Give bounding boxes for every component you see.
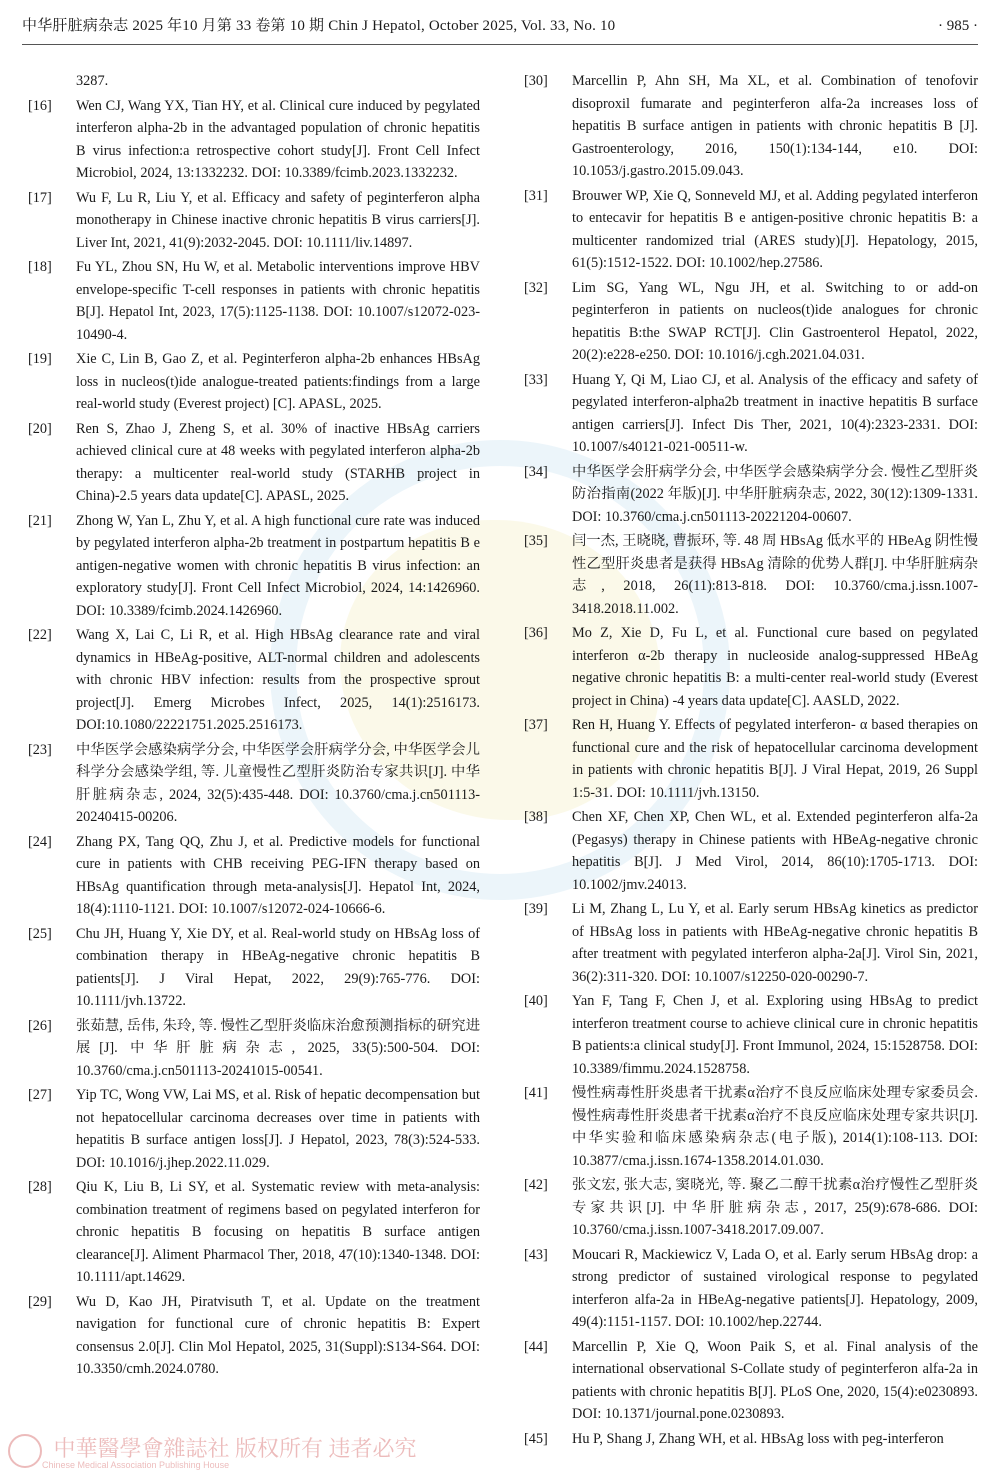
reference-text: Wen CJ, Wang YX, Tian HY, et al. Clinical cure induced by pegylated interferon alpha-2b in the advantaged population of chronic hepatitis B virus infection:a retrospective cohort study[J]. Front Cell Infect Microbiol, 2024, 13:1332232. DOI: 10.3389/fcimb.2023.1332232. xyxy=(76,97,480,181)
reference-text: Lim SG, Yang WL, Ngu JH, et al. Switching to or add-on peginterferon in patients on nucleos(t)ide analogues for chronic hepatitis B:the SWAP RCT[J]. Clin Gastroenterol Hepatol, 2022, 20(2):e228-e250. DOI: 10.1016/j.cgh.2021.04.031. xyxy=(572,279,978,363)
reference-text: Li M, Zhang L, Lu Y, et al. Early serum HBsAg kinetics as predictor of HBsAg loss in patients with HBeAg-negative chronic hepatitis B after treatment with pegylated interferon alpha-2a[J]. Virol Sin, 2021, 36(2):311-320. DOI: 10.1007/s12250-020-00290-7. xyxy=(572,901,978,985)
publisher-name-en: Chinese Medical Association Publishing House xyxy=(42,1460,230,1470)
publisher-name-cn: 中華醫學會雜誌社 xyxy=(53,1436,230,1461)
reference-number: [21] xyxy=(28,512,52,529)
reference-number: [19] xyxy=(28,351,52,367)
reference-number: [42] xyxy=(524,1177,548,1193)
reference-number: [32] xyxy=(524,279,548,296)
running-header xyxy=(22,14,978,45)
reference-column-left xyxy=(28,70,480,1383)
reference-item xyxy=(524,1428,978,1451)
reference-text: Moucari R, Mackiewicz V, Lada O, et al. Early serum HBsAg drop: a strong predictor of sustained virological response to pegylated interferon alfa-2a in HBeAg-negative patients[J]. Hepatology, 2009, 49(4):1151-1157. DOI: 10.1002/hep.22744. xyxy=(572,1246,978,1330)
page-number: · 985 · xyxy=(938,18,978,34)
reference-item xyxy=(28,418,480,508)
reference-column-right xyxy=(524,70,978,1452)
reference-item xyxy=(524,622,978,712)
reference-number: [25] xyxy=(28,925,52,942)
reference-item xyxy=(524,898,978,988)
reference-number: [41] xyxy=(524,1085,548,1101)
reference-number: [27] xyxy=(28,1087,52,1103)
reference-item xyxy=(28,624,480,737)
reference-number: [28] xyxy=(28,1179,52,1195)
reference-text: Yan F, Tang F, Chen J, et al. Exploring using HBsAg to predict interferon treatment course to achieve clinical cure in chronic hepatitis B patients:a clinical study[J]. Front Immunol, 2024, 15:1528758. DOI: 10.3389/fimmu.2024.1528758. xyxy=(572,993,978,1077)
reference-number: [33] xyxy=(524,371,548,388)
reference-text: Wang X, Lai C, Li R, et al. High HBsAg clearance rate and viral dynamics in HBeAg-positive, ALT-normal children and adolescents with chronic HBV infection: results from the prospective sprout project[J]. Emerg Microbes Infect, 2025, 14(1):2516173. DOI:10.1080/22221751.2025.2516173. xyxy=(76,627,480,733)
reference-text: Chen XF, Chen XP, Chen WL, et al. Extended peginterferon alfa-2a (Pegasys) therapy in Chinese patients with HBeAg-negative chronic hepatitis B[J]. J Med Virol, 2014, 86(10):1705-1713. DOI: 10.1002/jmv.24013. xyxy=(572,809,978,893)
journal-citation-line: 中华肝脏病杂志 2025 年10 月第 33 卷第 10 期 Chin J Hepatol, October 2025, Vol. 33, No. 10 xyxy=(22,18,616,34)
reference-item xyxy=(524,277,978,367)
reference-number: [35] xyxy=(524,533,548,549)
reference-text: Hu P, Shang J, Zhang WH, et al. HBsAg loss with peg-interferon xyxy=(572,1430,944,1447)
reference-number: [39] xyxy=(524,901,548,917)
reference-text: 中华医学会感染病学分会, 中华医学会肝病学分会, 中华医学会儿科学分会感染学组, 等. 儿童慢性乙型肝炎防治专家共识[J]. 中华肝脏病杂志, 2024, 32(5):435-448. DOI: 10.3760/cma.j.cn501113-20240415-00206. xyxy=(76,741,480,825)
reference-number: [38] xyxy=(524,809,548,825)
reference-item xyxy=(28,1015,480,1083)
reference-item xyxy=(28,95,480,185)
reference-item xyxy=(28,256,480,346)
reference-item xyxy=(28,923,480,1013)
reference-item xyxy=(524,369,978,459)
reference-item xyxy=(28,348,480,416)
reference-item xyxy=(524,461,978,529)
reference-item xyxy=(524,806,978,896)
reference-text: Brouwer WP, Xie Q, Sonneveld MJ, et al. Adding pegylated interferon to entecavir for hepatitis B e antigen-positive chronic hepatitis B: a multicenter randomized trial (ARES study)[J]. Hepatology, 2015, 61(5):1512-1522. DOI: 10.1002/hep.27586. xyxy=(572,187,978,271)
reference-text: 张文宏, 张大志, 窦晓光, 等. 聚乙二醇干扰素α治疗慢性乙型肝炎专家共识[J]. 中华肝脏病杂志, 2017, 25(9):678-686. DOI: 10.3760/cma.j.issn.1007-3418.2017.09.007. xyxy=(572,1177,978,1238)
reference-item xyxy=(28,1084,480,1174)
reference-text: 张茹慧, 岳伟, 朱玲, 等. 慢性乙型肝炎临床治愈预测指标的研究进展[J]. 中华肝脏病杂志, 2025, 33(5):500-504. DOI: 10.3760/cma.j.cn501113-20241015-00541. xyxy=(76,1017,480,1079)
reference-text: Ren H, Huang Y. Effects of pegylated interferon- α based therapies on functional cure and the risk of hepatocellular carcinoma development in patients with chronic hepatitis B[J]. J Viral Hepat, 2019, 26 Suppl 1:5-31. DOI: 10.1111/jvh.13150. xyxy=(572,717,978,801)
reference-text: Zhang PX, Tang QQ, Zhu J, et al. Predictive models for functional cure in patients with CHB receiving PEG-IFN therapy based on HBsAg quantification through meta-analysis[J]. Hepatol Int, 2024, 18(4):1110-1121. DOI: 10.1007/s12072-024-10666-6. xyxy=(76,833,480,917)
reference-text: Chu JH, Huang Y, Xie DY, et al. Real-world study on HBsAg loss of combination therapy in HBeAg-negative chronic hepatitis B patients[J]. J Viral Hepat, 2022, 29(9):765-776. DOI: 10.1111/jvh.13722. xyxy=(76,925,480,1009)
reference-item xyxy=(28,1291,480,1381)
reference-text: 中华医学会肝病学分会, 中华医学会感染病学分会. 慢性乙型肝炎防治指南(2022 年版)[J]. 中华肝脏病杂志, 2022, 30(12):1309-1331. DOI: 10.3760/cma.j.cn501113-20221204-00607. xyxy=(572,463,978,525)
reference-item xyxy=(28,510,480,623)
reference-item xyxy=(524,714,978,804)
reference-text: 闫一杰, 王晓晓, 曹振环, 等. 48 周 HBsAg 低水平的 HBeAg 阴性慢性乙型肝炎患者是获得 HBsAg 清除的优势人群[J]. 中华肝脏病杂志, 2018, 26(11):813-818. DOI: 10.3760/cma.j.issn.1007-3418.2018.11.002. xyxy=(572,533,978,617)
reference-text: Mo Z, Xie D, Fu L, et al. Functional cure based on pegylated interferon α-2b therapy in nucleoside analog-suppressed HBeAg negative chronic hepatitis B: a multi-center real-world study (Everest project in China) -4 years data update[C]. AASLD, 2022. xyxy=(572,625,978,709)
reference-text: Ren S, Zhao J, Zheng S, et al. 30% of inactive HBsAg carriers achieved clinical cure at 48 weeks with pegylated interferon alpha-2b therapy: a multicenter real-world study (STARHB project in China)-2.5 years data update[C]. APASL, 2025. xyxy=(76,420,480,504)
reference-number: [31] xyxy=(524,187,548,204)
reference-text: Marcellin P, Xie Q, Woon Paik S, et al. Final analysis of the international observational S-Collate study of peginterferon alfa-2a in patients with chronic hepatitis B[J]. PLoS One, 2020, 15(4):e0230893. DOI: 10.1371/journal.pone.0230893. xyxy=(572,1338,978,1422)
copyright-notice: 版权所有 违者必究 xyxy=(235,1436,417,1461)
reference-number: [17] xyxy=(28,189,52,206)
publisher-watermark xyxy=(8,1432,488,1472)
reference-text: Fu YL, Zhou SN, Hu W, et al. Metabolic interventions improve HBV envelope-specific T-cell responses in patients with chronic hepatitis B[J]. Hepatol Int, 2023, 17(5):1125-1138. DOI: 10.1007/s12072-023-10490-4. xyxy=(76,259,480,343)
reference-text: Yip TC, Wong VW, Lai MS, et al. Risk of hepatic decompensation but not hepatocellular carcinoma decreases over time in patients with hepatitis B surface antigen loss[J]. J Hepatol, 2023, 78(3):524-533. DOI: 10.1016/j.jhep.2022.11.029. xyxy=(76,1087,480,1171)
reference-number: [43] xyxy=(524,1246,548,1263)
reference-number: [45] xyxy=(524,1430,548,1447)
reference-item xyxy=(28,187,480,255)
reference-text: Wu D, Kao JH, Piratvisuth T, et al. Update on the treatment navigation for functional cure of chronic hepatitis B: Expert consensus 2.0[J]. Clin Mol Hepatol, 2025, 31(Suppl):S134-S64. DOI: 10.3350/cmh.2024.0780. xyxy=(76,1293,480,1377)
reference-item xyxy=(524,1244,978,1334)
reference-item xyxy=(28,1176,480,1289)
reference-number: [36] xyxy=(524,625,548,641)
reference-item xyxy=(524,530,978,620)
reference-text: Qiu K, Liu B, Li SY, et al. Systematic review with meta-analysis: combination treatment of regimens based on pegylated interferon for chronic hepatitis B focusing on hepatitis B surface antigen clearance[J]. Aliment Pharmacol Ther, 2018, 47(10):1340-1348. DOI: 10.1111/apt.14629. xyxy=(76,1179,480,1285)
reference-number: [20] xyxy=(28,420,52,437)
reference-item xyxy=(524,70,978,183)
reference-text: 慢性病毒性肝炎患者干扰素α治疗不良反应临床处理专家委员会. 慢性病毒性肝炎患者干扰素α治疗不良反应临床处理专家共识[J]. 中华实验和临床感染病杂志(电子版), 2014(1):108-113. DOI: 10.3877/cma.j.issn.1674-1358.2014.01.030. xyxy=(572,1085,978,1169)
reference-number: [24] xyxy=(28,833,52,850)
reference-number: [23] xyxy=(28,741,52,758)
reference-item xyxy=(524,1336,978,1426)
reference-item xyxy=(524,185,978,275)
reference-number: [34] xyxy=(524,463,548,480)
reference-text: Xie C, Lin B, Gao Z, et al. Peginterferon alpha-2b enhances HBsAg loss in nucleos(t)ide analogue-treated patients:findings from a large real-world study (Everest project) [C]. APASL, 2025. xyxy=(76,351,480,412)
reference-number: [22] xyxy=(28,627,52,643)
publisher-seal-icon xyxy=(8,1434,42,1468)
reference-number: [18] xyxy=(28,259,52,275)
reference-item xyxy=(28,739,480,829)
reference-number: [37] xyxy=(524,717,548,733)
reference-item xyxy=(28,831,480,921)
reference-text: Zhong W, Yan L, Zhu Y, et al. A high functional cure rate was induced by pegylated interferon alpha-2b treatment in postpartum hepatitis B e antigen-negative women with chronic hepatitis B virus infection: an exploratory study[J]. Front Cell Infect Microbiol, 2024, 14:1426960. DOI: 10.3389/fcimb.2024.1426960. xyxy=(76,512,480,619)
reference-number: [40] xyxy=(524,993,548,1009)
reference-number: [26] xyxy=(28,1017,52,1034)
reference-number: [29] xyxy=(28,1293,52,1310)
reference-item xyxy=(524,990,978,1080)
reference-item xyxy=(524,1082,978,1172)
reference-number: [16] xyxy=(28,97,52,114)
reference-text: Huang Y, Qi M, Liao CJ, et al. Analysis of the efficacy and safety of pegylated interferon-alpha2b treatment in inactive hepatitis B surface antigen carriers[J]. Infect Dis Ther, 2021, 10(4):2323-2331. DOI: 10.1007/s40121-021-00511-w. xyxy=(572,371,978,455)
reference-text: Wu F, Lu R, Liu Y, et al. Efficacy and safety of peginterferon alpha monotherapy in Chinese inactive chronic hepatitis B virus carriers[J]. Liver Int, 2021, 41(9):2032-2045. DOI: 10.1111/liv.14897. xyxy=(76,189,480,251)
reference-number: [44] xyxy=(524,1338,548,1355)
reference-number: [30] xyxy=(524,73,548,89)
reference-item xyxy=(524,1174,978,1242)
reference-text: Marcellin P, Ahn SH, Ma XL, et al. Combination of tenofovir disoproxil fumarate and peginterferon alfa-2a increases loss of hepatitis B surface antigen in patients with chronic hepatitis B [J]. Gastroenterology, 2016, 150(1):134-144, e10. DOI: 10.1053/j.gastro.2015.09.043. xyxy=(572,73,978,179)
reference-continuation: 3287. xyxy=(76,73,109,89)
